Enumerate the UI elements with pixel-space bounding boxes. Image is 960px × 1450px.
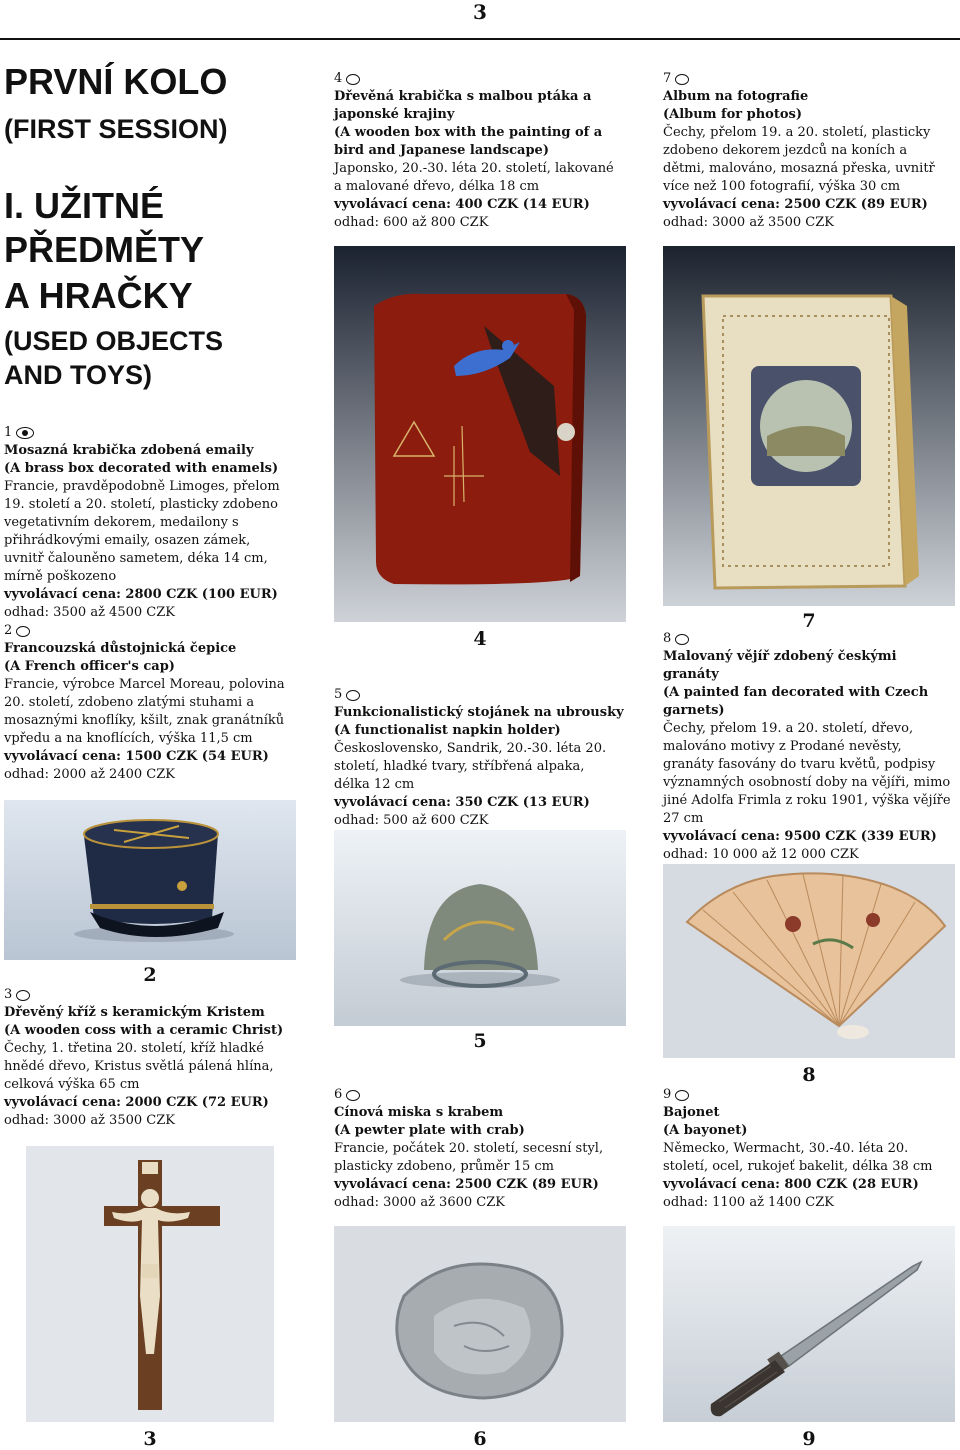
- lot-estimate: odhad: 3000 až 3600 CZK: [334, 1195, 505, 1210]
- lot-estimate: odhad: 500 až 600 CZK: [334, 813, 489, 828]
- painted-fan-image: [663, 864, 955, 1058]
- lot-9-photo: [663, 1226, 955, 1422]
- category-subtitle-line2: AND TOYS): [4, 360, 153, 390]
- lot-estimate: odhad: 2000 až 2400 CZK: [4, 767, 175, 782]
- lot-starting-price: vyvolávací cena: 2500 CZK (89 EUR): [334, 1177, 599, 1192]
- photo-caption: 2: [143, 964, 157, 986]
- lot-description: Japonsko, 20.-30. léta 20. století, lakované a malované dřevo, délka 18 cm: [334, 161, 614, 194]
- lot-estimate: odhad: 1100 až 1400 CZK: [663, 1195, 834, 1210]
- lot-title: Dřevěná krabička s malbou ptáka a japonské krajiny: [334, 89, 592, 122]
- lot-number: 5: [334, 687, 343, 702]
- photo-caption: 9: [802, 1428, 816, 1450]
- lot-1: [4, 424, 294, 622]
- lot-6-photo: [334, 1226, 626, 1422]
- photo-caption: 3: [143, 1428, 157, 1450]
- lot-description: Francie, výrobce Marcel Moreau, polovina 20. století, zdobeno zlatými stuhami a mosaznými knoflíky, kšilt, znak granátníků vpředu a na knoflících, výška 11,5 cm: [4, 677, 285, 746]
- photo-caption: 5: [473, 1030, 487, 1052]
- lot-english-title: (A painted fan decorated with Czech garnets): [663, 685, 929, 718]
- lot-description: Československo, Sandrik, 20.-30. léta 20. století, hladké tvary, stříbřená alpaka, délka 12 cm: [334, 741, 607, 792]
- lot-number: 4: [334, 71, 343, 86]
- lot-description: Francie, počátek 20. století, secesní styl, plasticky zdobeno, průměr 15 cm: [334, 1141, 604, 1174]
- bayonet-image: [663, 1226, 955, 1422]
- lot-description: Německo, Wermacht, 30.-40. léta 20. století, ocel, rukojeť bakelit, délka 38 cm: [663, 1141, 933, 1174]
- eye-icon: [16, 427, 34, 439]
- pewter-plate-image: [334, 1226, 626, 1422]
- lot-4: [334, 70, 624, 232]
- category-title-line3: A HRAČKY: [4, 275, 193, 316]
- page-number: 3: [473, 0, 487, 24]
- lot-starting-price: vyvolávací cena: 400 CZK (14 EUR): [334, 197, 590, 212]
- lot-title: Cínová miska s krabem: [334, 1105, 504, 1120]
- lot-estimate: odhad: 10 000 až 12 000 CZK: [663, 847, 859, 862]
- lot-title: Francouzská důstojnická čepice: [4, 641, 237, 656]
- lot-estimate: odhad: 3000 až 3500 CZK: [4, 1113, 175, 1128]
- lot-starting-price: vyvolávací cena: 350 CZK (13 EUR): [334, 795, 590, 810]
- lot-starting-price: vyvolávací cena: 9500 CZK (339 EUR): [663, 829, 937, 844]
- lot-3: [4, 986, 294, 1130]
- lot-description: Francie, pravděpodobně Limoges, přelom 19. století a 20. století, plasticky zdobeno vegetativním dekorem, medailony s přihrádkovými emaily, osazen zámek, uvnitř čalouněno sametem, déka 14 cm, mírně poškozeno: [4, 479, 280, 584]
- lot-english-title: (A bayonet): [663, 1123, 748, 1138]
- lot-7: [663, 70, 953, 232]
- lot-english-title: (A wooden coss with a ceramic Christ): [4, 1023, 284, 1038]
- lot-number: 6: [334, 1087, 343, 1102]
- circle-icon: [16, 990, 30, 1001]
- lot-9: [663, 1086, 953, 1212]
- lot-starting-price: vyvolávací cena: 2800 CZK (100 EUR): [4, 587, 278, 602]
- lot-description: Čechy, 1. třetina 20. století, kříž hladké hnědé dřevo, Kristus světlá pálená hlína, celková výška 65 cm: [4, 1041, 274, 1092]
- photo-album-image: [663, 246, 955, 606]
- lot-number: 3: [4, 987, 13, 1002]
- lot-starting-price: vyvolávací cena: 1500 CZK (54 EUR): [4, 749, 269, 764]
- circle-icon: [346, 1090, 360, 1101]
- lot-english-title: (Album for photos): [663, 107, 802, 122]
- circle-icon: [346, 690, 360, 701]
- photo-caption: 7: [802, 610, 816, 632]
- lot-number: 8: [663, 631, 672, 646]
- lot-5: [334, 686, 624, 830]
- lot-2: [4, 622, 294, 784]
- category-subtitle-line1: (USED OBJECTS: [4, 326, 224, 356]
- lot-number: 7: [663, 71, 672, 86]
- lot-title: Album na fotografie: [663, 89, 809, 104]
- lot-number: 2: [4, 623, 13, 638]
- lot-description: Čechy, přelom 19. a 20. století, plasticky zdobeno dekorem jezdců na koních a dětmi, malováno, mosazná přeska, uvnitř více než 100 fotografií, výška 30 cm: [663, 125, 935, 194]
- session-subtitle: (FIRST SESSION): [4, 114, 228, 144]
- lot-english-title: (A French officer's cap): [4, 659, 175, 674]
- lot-number: 9: [663, 1087, 672, 1102]
- circle-icon: [675, 1090, 689, 1101]
- lot-english-title: (A pewter plate with crab): [334, 1123, 525, 1138]
- photo-caption: 8: [802, 1064, 816, 1086]
- photo-caption: 6: [473, 1428, 487, 1450]
- lot-description: Čechy, přelom 19. a 20. století, dřevo, malováno motivy z Prodané nevěsty, granáty fasovány do tvaru květů, podpisy významných osobností doby na vějíři, mimo jiné Adolfa Frimla z roku 1901, výška vějíře 27 cm: [663, 721, 951, 826]
- circle-icon: [346, 74, 360, 85]
- photo-caption: 4: [473, 628, 487, 650]
- circle-icon: [16, 626, 30, 637]
- lot-starting-price: vyvolávací cena: 2000 CZK (72 EUR): [4, 1095, 269, 1110]
- lot-title: Mosazná krabička zdobená emaily: [4, 443, 254, 458]
- lot-3-photo: [26, 1146, 274, 1422]
- crucifix-image: [26, 1146, 274, 1422]
- napkin-holder-image: [334, 830, 626, 1026]
- lot-english-title: (A functionalist napkin holder): [334, 723, 561, 738]
- lot-number: 1: [4, 425, 13, 440]
- lot-english-title: (A brass box decorated with enamels): [4, 461, 279, 476]
- lot-title: Malovaný vějíř zdobený českými granáty: [663, 649, 897, 682]
- lot-starting-price: vyvolávací cena: 2500 CZK (89 EUR): [663, 197, 928, 212]
- session-title: PRVNÍ KOLO: [4, 61, 228, 102]
- officer-cap-image: [4, 800, 296, 960]
- lot-2-photo: [4, 800, 296, 960]
- lot-4-photo: [334, 246, 626, 622]
- header-rule: [0, 38, 960, 40]
- lot-title: Funkcionalistický stojánek na ubrousky: [334, 705, 624, 720]
- lot-6: [334, 1086, 624, 1212]
- category-title-line1: I. UŽITNÉ: [4, 185, 164, 226]
- lot-estimate: odhad: 3000 až 3500 CZK: [663, 215, 834, 230]
- circle-icon: [675, 634, 689, 645]
- lot-english-title: (A wooden box with the painting of a bird and Japanese landscape): [334, 125, 603, 158]
- lot-5-photo: [334, 830, 626, 1026]
- circle-icon: [675, 74, 689, 85]
- lot-starting-price: vyvolávací cena: 800 CZK (28 EUR): [663, 1177, 919, 1192]
- lot-estimate: odhad: 600 až 800 CZK: [334, 215, 489, 230]
- lot-8: [663, 630, 953, 864]
- lot-title: Bajonet: [663, 1105, 720, 1120]
- lot-7-photo: [663, 246, 955, 606]
- lot-estimate: odhad: 3500 až 4500 CZK: [4, 605, 175, 620]
- lot-title: Dřevěný kříž s keramickým Kristem: [4, 1005, 265, 1020]
- category-title-line2: PŘEDMĚTY: [4, 229, 205, 270]
- lot-8-photo: [663, 864, 955, 1058]
- lacquer-box-image: [334, 246, 626, 622]
